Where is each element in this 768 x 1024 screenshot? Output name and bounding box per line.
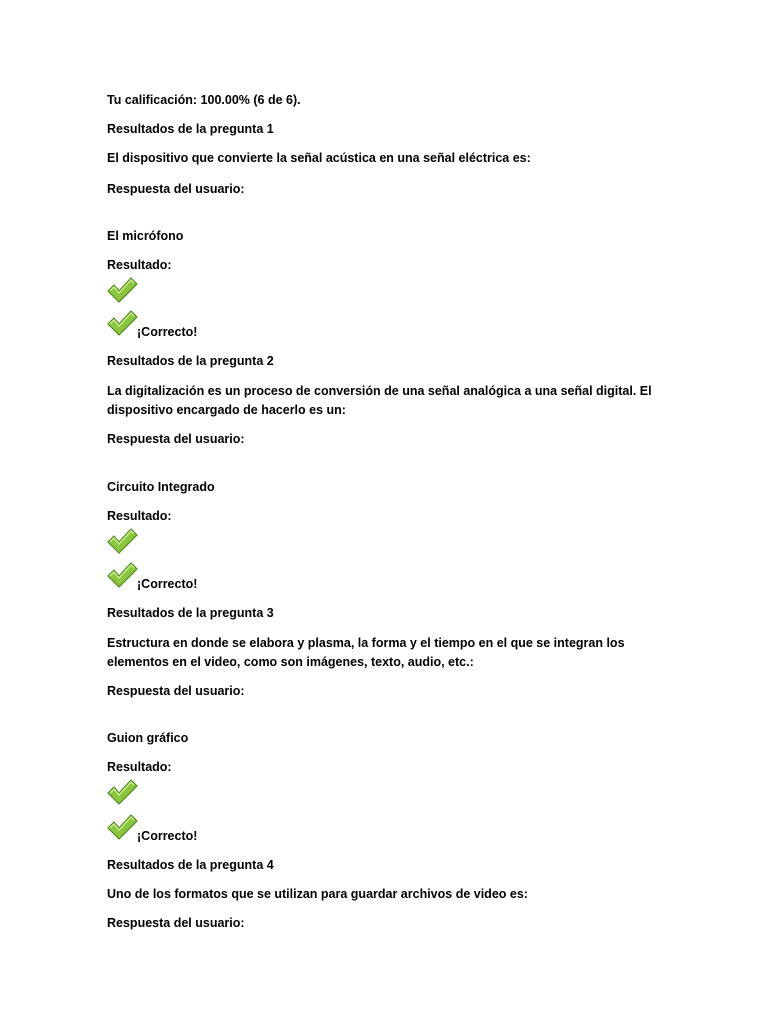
check-mark-icon — [106, 309, 138, 337]
check-mark-icon — [106, 527, 138, 555]
question-3-heading: Resultados de la pregunta 3 — [107, 606, 274, 620]
check-mark-icon — [106, 561, 138, 589]
question-3-user-answer-label: Respuesta del usuario: — [107, 684, 245, 698]
question-1-result-label: Resultado: — [107, 258, 172, 272]
question-2-result-label: Resultado: — [107, 509, 172, 523]
question-1-answer: El micrófono — [107, 229, 184, 243]
question-1-heading: Resultados de la pregunta 1 — [107, 122, 274, 136]
question-3-text-line-2: elementos en el video, como son imágenes, texto, audio, etc.: — [107, 655, 474, 669]
question-1-user-answer-label: Respuesta del usuario: — [107, 182, 245, 196]
question-2-heading: Resultados de la pregunta 2 — [107, 354, 274, 368]
question-2-answer: Circuito Integrado — [107, 480, 215, 494]
question-4-text: Uno de los formatos que se utilizan para guardar archivos de video es: — [107, 887, 528, 901]
question-4-user-answer-label: Respuesta del usuario: — [107, 916, 245, 930]
score-text: Tu calificación: 100.00% (6 de 6). — [107, 93, 301, 107]
question-2-text-line-2: dispositivo encargado de hacerlo es un: — [107, 403, 346, 417]
question-3-answer: Guion gráfico — [107, 731, 189, 745]
question-2-text-line-1: La digitalización es un proceso de conversión de una señal analógica a una señal digital. El — [107, 384, 652, 398]
question-1-text: El dispositivo que convierte la señal acústica en una señal eléctrica es: — [107, 151, 531, 165]
check-mark-icon — [106, 276, 138, 304]
question-1-correct-label: ¡Correcto! — [137, 325, 198, 339]
question-2-correct-label: ¡Correcto! — [137, 577, 198, 591]
question-3-result-label: Resultado: — [107, 760, 172, 774]
question-4-heading: Resultados de la pregunta 4 — [107, 858, 274, 872]
check-mark-icon — [106, 778, 138, 806]
question-2-user-answer-label: Respuesta del usuario: — [107, 432, 245, 446]
question-3-correct-label: ¡Correcto! — [137, 829, 198, 843]
question-3-text-line-1: Estructura en donde se elabora y plasma, la forma y el tiempo en el que se integran los — [107, 636, 625, 650]
check-mark-icon — [106, 813, 138, 841]
